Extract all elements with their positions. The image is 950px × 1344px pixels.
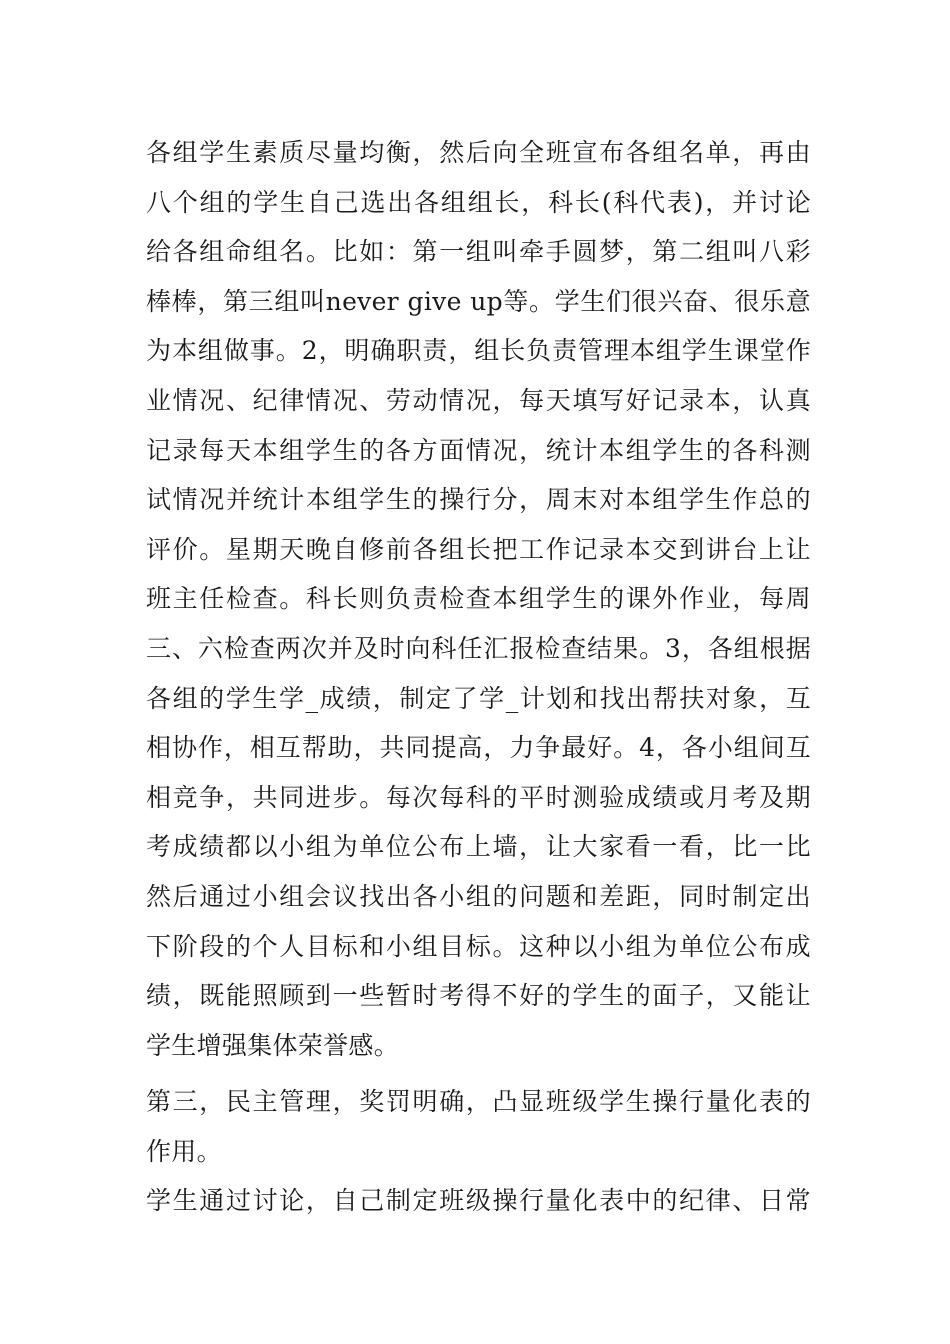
text-line: 第三，民主管理，奖罚明确，凸显班级学生操行量化表的 bbox=[146, 1087, 811, 1116]
text-line: 评价。星期天晚自修前各组长把工作记录本交到讲台上让 bbox=[146, 534, 811, 564]
text-line: 棒棒，第三组叫never give up等。学生们很兴奋、很乐意 bbox=[146, 286, 811, 316]
text-line: 绩，既能照顾到一些暂时考得不好的学生的面子，又能让 bbox=[146, 981, 811, 1011]
text-line: 三、六检查两次并及时向科任汇报检查结果。3，各组根据 bbox=[146, 633, 811, 663]
text-line-last: 作用。 bbox=[146, 1136, 222, 1166]
paragraph-section-three-heading bbox=[146, 1077, 811, 1176]
text-line: 业情况、纪律情况、劳动情况，每天填写好记录本，认真 bbox=[146, 385, 811, 415]
text-line: 试情况并统计本组学生的操行分，周末对本组学生作总的 bbox=[146, 485, 811, 515]
text-line: 各组的学生学_成绩，制定了学_计划和找出帮扶对象，互 bbox=[146, 683, 811, 713]
text-line: 记录每天本组学生的各方面情况，统计本组学生的各科测 bbox=[146, 435, 811, 465]
text-line: 然后通过小组会议找出各小组的问题和差距，同时制定出 bbox=[146, 881, 811, 911]
text-line: 学生通过讨论，自己制定班级操行量化表中的纪律、日常 bbox=[146, 1186, 811, 1215]
text-line: 给各组命组名。比如：第一组叫牵手圆梦，第二组叫八彩 bbox=[146, 237, 811, 267]
text-line: 班主任检查。科长则负责检查本组学生的课外作业，每周 bbox=[146, 584, 811, 614]
text-line: 下阶段的个人目标和小组目标。这种以小组为单位公布成 bbox=[146, 931, 811, 961]
paragraph-group-organization bbox=[146, 128, 811, 1070]
text-line: 考成绩都以小组为单位公布上墙，让大家看一看，比一比 bbox=[146, 832, 811, 862]
text-line: 相竞争，共同进步。每次每科的平时测验成绩或月考及期 bbox=[146, 782, 811, 812]
text-line: 八个组的学生自己选出各组组长，科长(科代表)，并讨论 bbox=[146, 187, 811, 217]
text-line-last: 学生增强集体荣誉感。 bbox=[146, 1030, 400, 1060]
text-line: 相协作，相互帮助，共同提高，力争最好。4，各小组间互 bbox=[146, 733, 811, 763]
text-line: 各组学生素质尽量均衡，然后向全班宣布各组名单，再由 bbox=[146, 138, 811, 167]
text-line: 为本组做事。2，明确职责，组长负责管理本组学生课堂作 bbox=[146, 336, 811, 366]
paragraph-student-discussion bbox=[146, 1176, 811, 1226]
